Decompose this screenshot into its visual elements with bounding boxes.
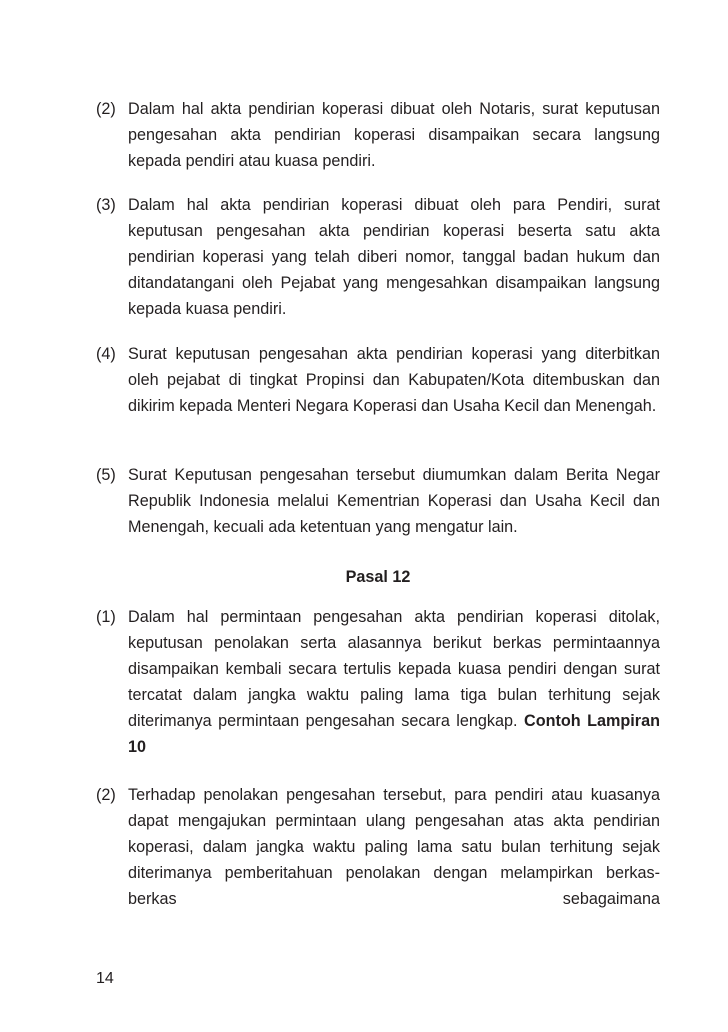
list-item: [96, 96, 660, 174]
item-text: Dalam hal akta pendirian koperasi dibuat oleh Notaris, surat keputusan pengesahan akta pendirian koperasi disampaikan secara langsung kepada pendiri atau kuasa pendiri.: [128, 100, 660, 170]
item-number: (1): [96, 608, 116, 626]
item-number: (4): [96, 345, 116, 363]
item-number: (2): [96, 100, 116, 118]
item-number: (2): [96, 786, 116, 804]
appendix-reference: Contoh Lampiran 10: [128, 712, 660, 756]
list-item: [96, 604, 660, 760]
page-number: 14: [96, 970, 114, 987]
section-heading: Pasal 12: [345, 568, 411, 586]
list-item: [96, 782, 660, 912]
item-text: Terhadap penolakan pengesahan tersebut, para pendiri atau kuasanya dapat mengajukan permintaan ulang pengesahan atas akta pendirian koperasi, dalam jangka waktu paling lama satu bulan terhitung sejak diterimanya pemberitahuan penolakan dengan melampirkan berkas-berkas sebagaimana: [128, 786, 660, 908]
list-item: [96, 462, 660, 540]
item-text-main: Dalam hal permintaan pengesahan akta pendirian koperasi ditolak, keputusan penolakan serta alasannya berikut berkas permintaannya disampaikan kembali secara tertulis kepada kuasa pendiri dengan surat tercatat dalam jangka waktu paling lama tiga bulan terhitung sejak diterimanya permintaan pengesahan secara lengkap.: [128, 608, 660, 730]
item-text: Dalam hal akta pendirian koperasi dibuat oleh para Pendiri, surat keputusan pengesahan akta pendirian koperasi beserta satu akta pendirian koperasi yang telah diberi nomor, tanggal badan hukum dan ditandatangani oleh Pejabat yang mengesahkan disampaikan langsung kepada kuasa pendiri.: [128, 196, 660, 318]
item-number: (3): [96, 196, 116, 214]
item-text: Surat keputusan pengesahan akta pendirian koperasi yang diterbitkan oleh pejabat di tingkat Propinsi dan Kabupaten/Kota ditembuskan dan dikirim kepada Menteri Negara Koperasi dan Usaha Kecil dan Menengah.: [128, 345, 660, 415]
item-number: (5): [96, 466, 116, 484]
list-item: [96, 192, 660, 322]
list-item: [96, 341, 660, 419]
item-text: [128, 604, 660, 760]
item-text: Surat Keputusan pengesahan tersebut diumumkan dalam Berita Negar Republik Indonesia melalui Kementrian Koperasi dan Usaha Kecil dan Menengah, kecuali ada ketentuan yang mengatur lain.: [128, 466, 660, 536]
